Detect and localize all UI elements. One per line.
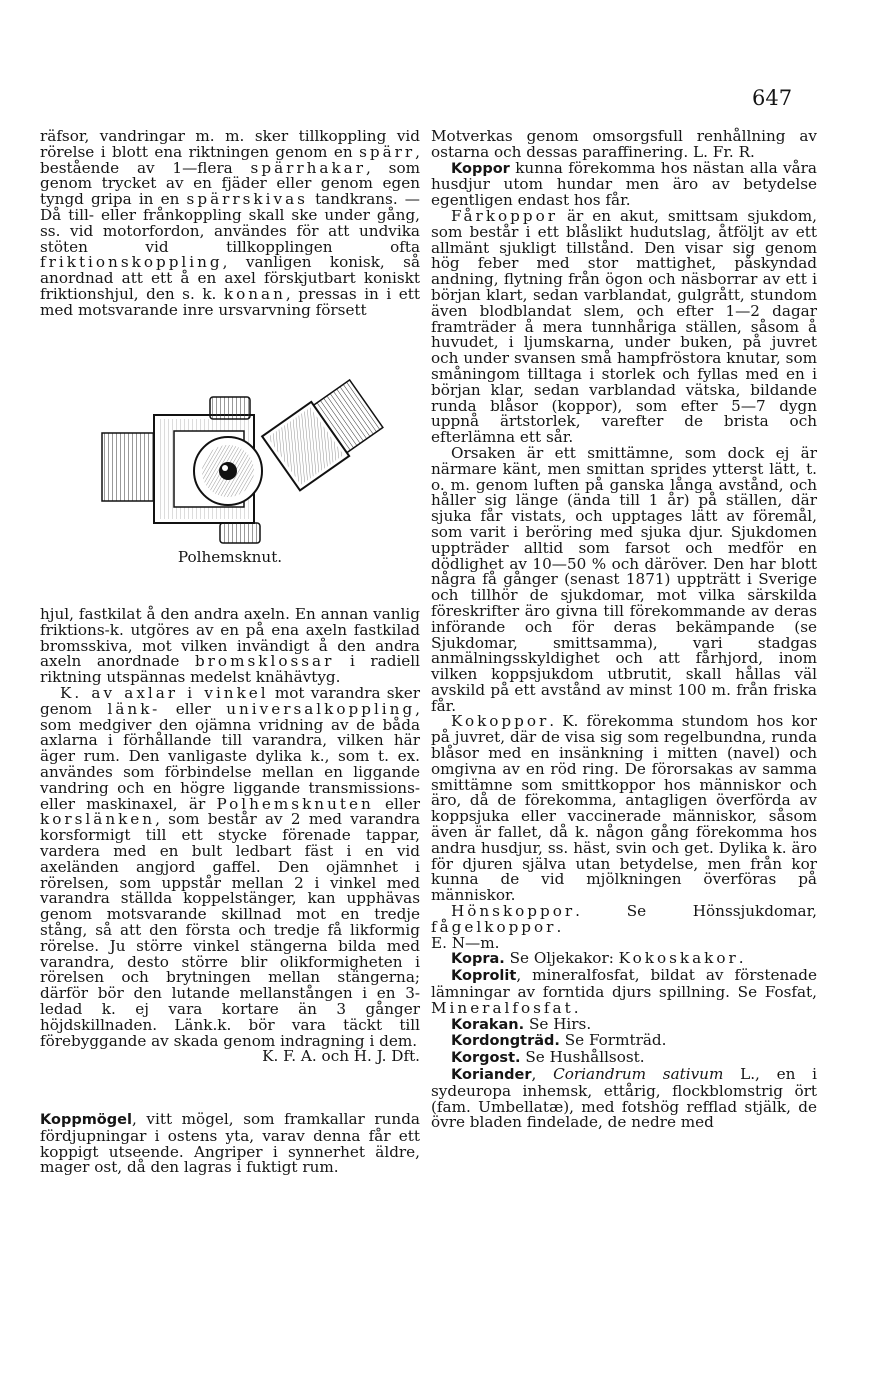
entry-koprolit: Koprolit, mineralfosfat, bildat av förstenade lämningar av forntida djurs spillning. Se Fosfat, Mineralfosfat.	[431, 966, 817, 1017]
entry-kordongtrad: Kordongträd. Se Formträd.	[451, 1031, 667, 1050]
paragraph-friktionshjul: hjul, fastkilat å den andra axeln. En annan vanlig friktions-k. utgöres av en på ena axeln fastkilad bromsskiva, mot vilken invändigt å den andra axeln anordnade bromsklossar i radiell riktning utspännas medelst knähävtyg.	[40, 605, 420, 687]
signature-lfr: L. Fr. R.	[693, 142, 755, 161]
page-number: 647	[752, 86, 793, 110]
left-column-top	[40, 129, 420, 319]
left-column-bottom	[40, 607, 420, 1065]
left-column-koppmogel	[40, 1112, 420, 1176]
signature-enm: E. N—m.	[431, 933, 500, 952]
right-column	[431, 129, 817, 1131]
paragraph-farkoppor: Fårkoppor är en akut, smittsam sjukdom, som består i ett blåslikt hudutslag, åtföljt av ett allmänt sjukligt tillstånd. Den visar sig genom hög feber med stor mattighet, påskyndad andning, flytning från ögon och näsborrar av ett i början klart, sedan varblandat, gulgrått, stundom även blodblandat slem, och efter 1—2 dagar framträder å mera tunnhåriga ställen, såsom å huvudet, i ljumskarna, under buken, på juvret och under svansen små hampfröstora knutar, som småningom tilltaga i storlek och fyllas med en i början klar, sedan varblandad vätska, bildande runda blåsor (koppor), som efter 5—7 dygn uppnå ärtstorlek, varefter de brista och efterlämna ett sår.	[431, 206, 817, 447]
paragraph-orsaken: Orsaken är ett smittämne, som dock ej är närmare känt, men smittan sprides ytterst lätt, t. o. m. genom luften på ganska långa avstånd, och håller sig länge (ända till 1 år) på ställen, där sjuka får vistats, och upptages lätt av föremål, som varit i beröring med sjuka djur. Sjukdomen uppträder alltid som farsot och medför en dödlighet av 10—50 % och däröver. Den har blott några få gånger (senast 1871) uppträtt i Sverige och tillhör de sjukdomar, mot vilka särskilda föreskrifter äro givna till förekommande av deras införande och för deras bekämpande (se Sjukdomar, smittsamma), vari stadgas anmälningsskyldighet och att fårhjord, inom vilken koppsjukdom utbrutit, skall hållas väl avskild på ett avstånd av minst 100 m. från friska får.	[431, 443, 817, 715]
entry-koppor: Koppor kunna förekomma hos nästan alla våra husdjur utom hundar men äro av betydelse egentligen endast hos får.	[431, 158, 817, 210]
paragraph-motverkas: Motverkas genom omsorgsfull renhållning av ostarna och dessas paraffinering. L. Fr. R.	[431, 127, 817, 161]
entry-korgost: Korgost. Se Hushållsost.	[451, 1048, 645, 1067]
signature-kfa: K. F. A. och H. J. Dft.	[262, 1047, 420, 1066]
entry-koppmogel: Koppmögel, vitt mögel, som framkallar runda fördjupningar i ostens yta, varav denna får ett koppigt utseende. Angriper i synnerhet äldre, mager ost, då den lagras i fuktigt rum.	[40, 1110, 420, 1177]
paragraph-honskoppor: Hönskoppor. Se Hönssjukdomar, fågelkoppor.	[431, 902, 817, 936]
figure-caption: Polhemsknut.	[177, 548, 283, 566]
entry-koriander: Koriander, Coriandrum sativum L., en i sydeuropa inhemsk, ettårig, flockblomstrig ört (fam. Umbellatæ), med fotshög refflad stjälk, de övre bladen findelade, de nedre med	[431, 1065, 817, 1132]
paragraph-axlar-i-vinkel: K. av axlar i vinkel mot varandra sker genom länk- eller universalkoppling, som medgiver den ojämna vridning av de båda axlarna i förhållande till varandra, vilken här äger rum. Den vanligaste dylika k., som t. ex. användes som förbindelse mellan en liggande vandring och en högre liggande transmissions- eller maskinaxel, är Polhemsknuten eller korslänken, som består av 2 med varandra korsformigt till ett stycke förenade tappar, vardera med en bult ledbart fäst i en vid axeländen angjord gaffel. Den ojämnhet i rörelsen, som uppstår mellan 2 i vinkel med varandra ställda koppelstänger, kan upphävas genom motsvarande skillnad mot en tredje stång, så att den första och tredje få likformig rörelse. Ju större vinkel stängerna bilda med varandra, desto större blir olikformigheten i rörelsen och brytningen mellan stängerna; därför bör den lutande mellanstången i en 3-ledad k. ej vara kortare än 3 gånger höjdskillnaden. Länk.k. bör vara täckt till förebyggande av skada genom indragning i dem. K. F. A. och H. J. Dft.	[40, 683, 420, 1066]
entry-kopra: Kopra. Se Oljekakor: Kokoskakor.	[451, 949, 744, 968]
paragraph-koppling-cont: räfsor, vandringar m. m. sker tillkoppling vid rörelse i blott ena riktningen genom en spärr, bestående av 1—flera spärrhakar, som genom trycket av en fjäder eller genom egen tyngd gripa in en spärrskivas tandkrans. — Då till- eller frånkoppling skall ske under gång, ss. vid motorfordon, användes för att undvika stöten vid tillkopplingen ofta friktionskoppling, vanligen konisk, så anordnad att ett å en axel förskjutbart koniskt friktionshjul, den s. k. konan, pressas in i ett med motsvarande inre ursvarvning försett	[40, 127, 420, 319]
paragraph-kokoppor: Kokoppor. K. förekomma stundom hos kor på juvret, där de visa sig som regelbundna, runda blåsor med en insänkning i mitten (navel) och omgivna av en röd ring. De förorsakas av samma smittämne som smittkoppor hos människor och äro, då de förekomma, antagligen överförda av koppsjuka eller vaccinerade människor, såsom även är fallet, då k. någon gång förekomma hos andra husdjur, ss. häst, svin och get. Dylika k. äro för djuren själva utan betydelse, men från kor kunna de vid mjölkningen överföras på människor.	[431, 712, 817, 905]
entry-korakan: Korakan. Se Hirs.	[451, 1014, 592, 1033]
